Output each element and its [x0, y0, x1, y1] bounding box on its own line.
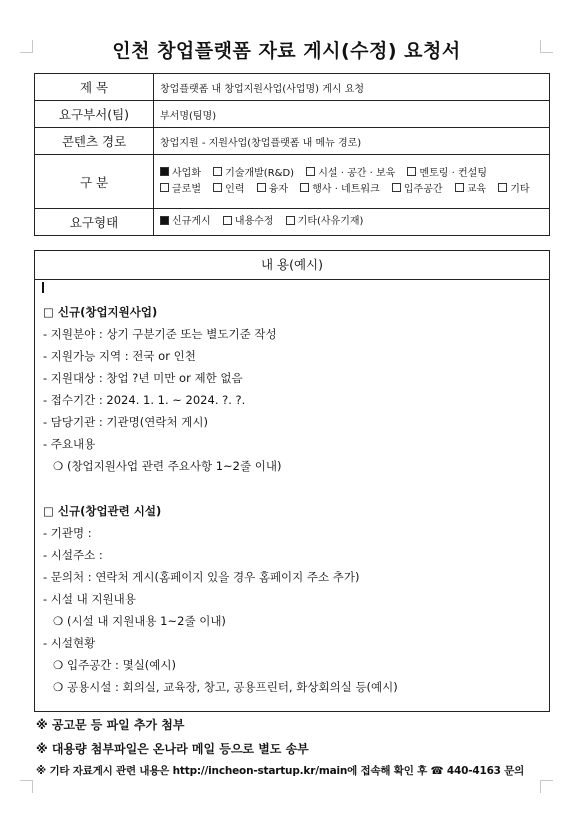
content-line: - 시설주소 : [43, 548, 103, 562]
checkbox-option[interactable] [160, 216, 211, 227]
checkbox-label: 인력 [225, 183, 245, 195]
checkbox-label: 내용수정 [234, 216, 274, 227]
checkbox-option[interactable] [213, 168, 294, 179]
row-request-type [35, 209, 550, 236]
checkbox-option[interactable] [223, 216, 274, 227]
unchecked-box-icon [213, 167, 222, 176]
checkbox-option[interactable] [213, 184, 244, 195]
example-content-box [34, 250, 550, 712]
note-line: ※ 공고문 등 파일 추가 첨부 [36, 718, 185, 732]
label-department: 요구부서(팀) [35, 101, 154, 128]
label-path: 콘텐츠 경로 [35, 128, 154, 155]
page-corner-mark [20, 780, 33, 793]
content-line: - 지원대상 : 창업 ?년 미만 or 제한 없음 [43, 371, 243, 385]
unchecked-box-icon [300, 183, 309, 192]
checkbox-option[interactable] [455, 184, 486, 195]
request-type-options [154, 209, 550, 236]
unchecked-box-icon [213, 183, 222, 192]
row-category [35, 155, 550, 209]
checkbox-label: 융자 [268, 183, 289, 195]
value-path[interactable]: 창업지원 - 지원사업(창업플랫폼 내 메뉴 경로) [154, 128, 550, 155]
content-line: ❍ 입주공간 : 몇실(예시) [53, 658, 176, 672]
checkbox-option[interactable] [498, 184, 529, 195]
unchecked-box-icon [498, 183, 507, 192]
checked-box-icon [160, 167, 169, 176]
content-line: - 지원가능 지역 : 전국 or 인천 [43, 349, 196, 363]
checkbox-label: 행사 · 네트워크 [312, 183, 380, 195]
unchecked-box-icon [160, 183, 169, 192]
checkbox-option[interactable] [300, 184, 380, 195]
content-line: ❍ (시설 내 지원내용 1~2줄 이내) [53, 614, 226, 628]
text-cursor [42, 282, 44, 293]
checkbox-label: 시설 · 공간 · 보육 [318, 167, 396, 179]
content-line: - 시설현황 [43, 636, 96, 650]
content-line: - 주요내용 [43, 437, 96, 451]
checkbox-option[interactable] [160, 168, 201, 179]
row-path [35, 128, 550, 155]
content-line: - 기관명 : [43, 526, 92, 540]
note-line: ※ 기타 자료게시 관련 내용은 http://incheon-startup.kr/main에 접속해 확인 후 ☎ 440-4163 문의 [36, 765, 525, 777]
checkbox-option[interactable] [306, 168, 395, 179]
row-department [35, 101, 550, 128]
value-department[interactable]: 부서명(팀명) [154, 101, 550, 128]
checkbox-label: 기술개발(R&D) [225, 167, 295, 179]
document-title: 인천 창업플랫폼 자료 게시(수정) 요청서 [112, 40, 461, 62]
content-line: - 담당기관 : 기관명(연락처 게시) [43, 415, 208, 429]
checked-box-icon [160, 216, 169, 225]
checkbox-label: 기타 [510, 183, 530, 195]
content-line: - 지원분야 : 상기 구분기준 또는 별도기준 작성 [43, 327, 277, 341]
unchecked-box-icon [392, 183, 401, 192]
checkbox-label: 멘토링 · 컨설팅 [419, 167, 487, 179]
label-subject: 제 목 [35, 74, 154, 101]
label-category: 구 분 [35, 155, 154, 209]
content-line: - 시설 내 지원내용 [43, 592, 136, 606]
checkbox-label: 신규게시 [172, 216, 211, 227]
content-line: ❍ 공용시설 : 회의실, 교육장, 창고, 공용프린터, 화상회의실 등(예시) [53, 680, 398, 694]
checkbox-label: 사업화 [172, 167, 201, 179]
section-heading: □ 신규(창업관련 시설) [43, 504, 162, 518]
label-request-type: 요구형태 [35, 209, 154, 236]
unchecked-box-icon [286, 216, 295, 225]
unchecked-box-icon [223, 216, 232, 225]
note-line: ※ 대용량 첨부파일은 온나라 메일 등으로 별도 송부 [36, 742, 309, 756]
value-subject[interactable]: 창업플랫폼 내 창업지원사업(사업명) 게시 요청 [154, 74, 550, 101]
checkbox-option[interactable] [407, 168, 487, 179]
content-line: - 접수기간 : 2024. 1. 1. ~ 2024. ?. ?. [43, 393, 246, 407]
checkbox-label: 기타(사유기재) [297, 216, 364, 227]
checkbox-label: 교육 [466, 183, 487, 195]
unchecked-box-icon [306, 167, 315, 176]
checkbox-option[interactable] [257, 184, 288, 195]
example-header: 내 용(예시) [35, 251, 549, 280]
checkbox-option[interactable] [286, 216, 364, 227]
section-heading: □ 신규(창업지원사업) [43, 305, 158, 319]
page-corner-mark [540, 780, 553, 793]
checkbox-label: 입주공간 [403, 183, 443, 195]
content-line: - 문의처 : 연락처 게시(홈페이지 있을 경우 홈페이지 주소 추가) [43, 570, 360, 584]
row-subject [35, 74, 550, 101]
category-options [154, 155, 550, 209]
unchecked-box-icon [455, 183, 464, 192]
checkbox-option[interactable] [160, 184, 201, 195]
unchecked-box-icon [257, 183, 266, 192]
request-info-table [34, 73, 550, 236]
checkbox-label: 글로벌 [172, 183, 201, 195]
unchecked-box-icon [407, 167, 416, 176]
content-line: ❍ (창업지원사업 관련 주요사항 1~2줄 이내) [53, 459, 282, 473]
checkbox-option[interactable] [392, 184, 443, 195]
